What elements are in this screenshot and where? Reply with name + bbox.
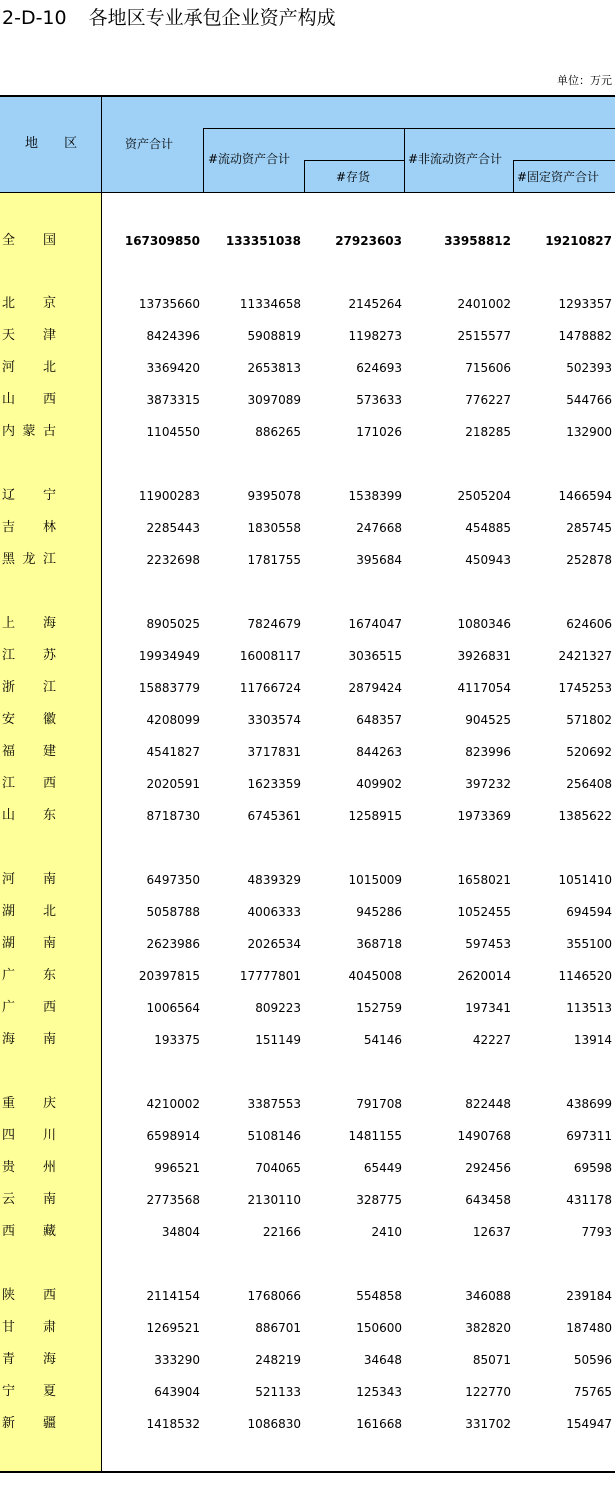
region-label: 四 川	[2, 1128, 56, 1143]
cell-current-assets: 2130110	[247, 1193, 301, 1207]
cell-noncurrent-assets: 1490768	[457, 1129, 511, 1143]
table-title: 各地区专业承包企业资产构成	[88, 7, 336, 29]
cell-current-assets: 3303574	[247, 713, 301, 727]
cell-noncurrent-assets: 904525	[465, 713, 511, 727]
divider	[513, 160, 514, 192]
region-label: 贵 州	[2, 1160, 56, 1175]
cell-total-assets: 167309850	[124, 234, 200, 248]
cell-inventory: 4045008	[348, 969, 402, 983]
cell-total-assets: 2623986	[146, 937, 200, 951]
cell-total-assets: 2773568	[146, 1193, 200, 1207]
header-region: 地 区	[25, 136, 78, 151]
cell-inventory: 945286	[356, 905, 402, 919]
cell-total-assets: 643904	[154, 1385, 200, 1399]
cell-noncurrent-assets: 822448	[465, 1097, 511, 1111]
cell-noncurrent-assets: 122770	[465, 1385, 511, 1399]
cell-noncurrent-assets: 597453	[465, 937, 511, 951]
cell-current-assets: 1623359	[247, 777, 301, 791]
cell-noncurrent-assets: 1080346	[457, 617, 511, 631]
cell-current-assets: 3387553	[247, 1097, 301, 1111]
divider	[203, 128, 204, 192]
cell-total-assets: 3873315	[146, 393, 200, 407]
cell-noncurrent-assets: 331702	[465, 1417, 511, 1431]
region-label: 吉 林	[2, 520, 56, 535]
region-label: 北 京	[2, 296, 56, 311]
region-label: 海 南	[2, 1032, 56, 1047]
cell-total-assets: 3369420	[146, 361, 200, 375]
cell-inventory: 554858	[356, 1289, 402, 1303]
cell-current-assets: 248219	[255, 1353, 301, 1367]
region-label: 辽 宁	[2, 488, 56, 503]
cell-inventory: 1538399	[348, 489, 402, 503]
region-label: 广 西	[2, 1000, 56, 1015]
header-inventory: #存货	[336, 170, 371, 184]
cell-noncurrent-assets: 12637	[472, 1225, 511, 1239]
cell-noncurrent-assets: 2620014	[457, 969, 511, 983]
region-label: 广 东	[2, 968, 56, 983]
cell-inventory: 247668	[356, 521, 402, 535]
region-label: 江 西	[2, 776, 56, 791]
cell-inventory: 1198273	[348, 329, 402, 343]
unit-label: 单位：万元	[557, 74, 612, 87]
cell-current-assets: 16008117	[239, 649, 301, 663]
cell-fixed-assets: 571802	[566, 713, 612, 727]
cell-total-assets: 193375	[154, 1033, 200, 1047]
cell-fixed-assets: 520692	[566, 745, 612, 759]
table-top-border	[0, 95, 615, 97]
cell-inventory: 1674047	[348, 617, 402, 631]
cell-fixed-assets: 1051410	[558, 873, 612, 887]
region-label: 全 国	[2, 233, 56, 248]
cell-fixed-assets: 69598	[573, 1161, 612, 1175]
cell-current-assets: 886701	[255, 1321, 301, 1335]
cell-current-assets: 11334658	[239, 297, 301, 311]
cell-current-assets: 151149	[255, 1033, 301, 1047]
cell-total-assets: 2285443	[146, 521, 200, 535]
cell-current-assets: 4006333	[247, 905, 301, 919]
cell-noncurrent-assets: 823996	[465, 745, 511, 759]
cell-current-assets: 1768066	[247, 1289, 301, 1303]
region-label: 宁 夏	[2, 1384, 56, 1399]
region-label: 上 海	[2, 616, 56, 631]
cell-current-assets: 521133	[255, 1385, 301, 1399]
cell-noncurrent-assets: 33958812	[444, 234, 511, 248]
divider	[101, 97, 102, 1472]
cell-noncurrent-assets: 2401002	[457, 297, 511, 311]
cell-noncurrent-assets: 382820	[465, 1321, 511, 1335]
cell-fixed-assets: 132900	[566, 425, 612, 439]
cell-fixed-assets: 75765	[573, 1385, 612, 1399]
cell-current-assets: 886265	[255, 425, 301, 439]
cell-fixed-assets: 1478882	[558, 329, 612, 343]
region-label: 河 南	[2, 872, 56, 887]
cell-total-assets: 996521	[154, 1161, 200, 1175]
header-bottom-border	[0, 192, 615, 193]
cell-fixed-assets: 7793	[581, 1225, 612, 1239]
divider	[304, 160, 404, 161]
cell-current-assets: 5908819	[247, 329, 301, 343]
cell-total-assets: 2020591	[146, 777, 200, 791]
cell-fixed-assets: 2421327	[558, 649, 612, 663]
region-label: 湖 北	[2, 904, 56, 919]
cell-inventory: 368718	[356, 937, 402, 951]
cell-fixed-assets: 502393	[566, 361, 612, 375]
cell-inventory: 3036515	[348, 649, 402, 663]
cell-inventory: 791708	[356, 1097, 402, 1111]
cell-current-assets: 133351038	[225, 234, 301, 248]
cell-noncurrent-assets: 42227	[472, 1033, 511, 1047]
region-label: 西 藏	[2, 1224, 56, 1239]
cell-noncurrent-assets: 450943	[465, 553, 511, 567]
cell-total-assets: 6497350	[146, 873, 200, 887]
cell-inventory: 1015009	[348, 873, 402, 887]
cell-inventory: 125343	[356, 1385, 402, 1399]
cell-inventory: 152759	[356, 1001, 402, 1015]
region-column	[0, 193, 101, 1471]
region-label: 重 庆	[2, 1096, 56, 1111]
cell-inventory: 573633	[356, 393, 402, 407]
cell-total-assets: 8424396	[146, 329, 200, 343]
cell-fixed-assets: 1466594	[558, 489, 612, 503]
header-total-assets: 资产合计	[125, 137, 174, 151]
cell-fixed-assets: 1745253	[558, 681, 612, 695]
cell-noncurrent-assets: 85071	[472, 1353, 511, 1367]
cell-total-assets: 4210002	[146, 1097, 200, 1111]
cell-fixed-assets: 19210827	[545, 234, 612, 248]
cell-fixed-assets: 252878	[566, 553, 612, 567]
header-fixed-assets: #固定资产合计	[517, 170, 600, 184]
cell-fixed-assets: 13914	[573, 1033, 612, 1047]
cell-total-assets: 8905025	[146, 617, 200, 631]
table-code: 2-D-10	[2, 7, 67, 29]
table-bottom-border	[0, 1471, 615, 1473]
divider	[513, 160, 615, 161]
cell-inventory: 54146	[363, 1033, 402, 1047]
cell-fixed-assets: 355100	[566, 937, 612, 951]
cell-total-assets: 15883779	[138, 681, 200, 695]
cell-inventory: 150600	[356, 1321, 402, 1335]
divider	[404, 128, 405, 192]
cell-current-assets: 2026534	[247, 937, 301, 951]
cell-inventory: 2145264	[348, 297, 402, 311]
cell-noncurrent-assets: 1658021	[457, 873, 511, 887]
cell-fixed-assets: 1293357	[558, 297, 612, 311]
region-label: 江 苏	[2, 648, 56, 663]
region-label: 山 西	[2, 392, 56, 407]
cell-inventory: 161668	[356, 1417, 402, 1431]
cell-current-assets: 809223	[255, 1001, 301, 1015]
cell-current-assets: 9395078	[247, 489, 301, 503]
page-title	[2, 4, 336, 32]
divider	[304, 160, 305, 192]
cell-total-assets: 20397815	[138, 969, 200, 983]
cell-noncurrent-assets: 715606	[465, 361, 511, 375]
cell-fixed-assets: 187480	[566, 1321, 612, 1335]
region-label: 内 蒙 古	[2, 424, 56, 439]
cell-fixed-assets: 1146520	[558, 969, 612, 983]
cell-total-assets: 4541827	[146, 745, 200, 759]
cell-total-assets: 333290	[154, 1353, 200, 1367]
cell-total-assets: 1104550	[146, 425, 200, 439]
cell-current-assets: 17777801	[239, 969, 301, 983]
cell-noncurrent-assets: 218285	[465, 425, 511, 439]
region-label: 新 疆	[2, 1416, 56, 1431]
cell-current-assets: 704065	[255, 1161, 301, 1175]
region-label: 甘 肃	[2, 1320, 56, 1335]
cell-fixed-assets: 624606	[566, 617, 612, 631]
cell-fixed-assets: 285745	[566, 521, 612, 535]
cell-current-assets: 22166	[262, 1225, 301, 1239]
cell-total-assets: 1006564	[146, 1001, 200, 1015]
region-label: 湖 南	[2, 936, 56, 951]
region-label: 云 南	[2, 1192, 56, 1207]
cell-total-assets: 5058788	[146, 905, 200, 919]
cell-noncurrent-assets: 2515577	[457, 329, 511, 343]
divider	[203, 128, 615, 129]
cell-fixed-assets: 1385622	[558, 809, 612, 823]
cell-fixed-assets: 694594	[566, 905, 612, 919]
cell-noncurrent-assets: 2505204	[457, 489, 511, 503]
cell-fixed-assets: 697311	[566, 1129, 612, 1143]
cell-current-assets: 1781755	[247, 553, 301, 567]
cell-inventory: 65449	[363, 1161, 402, 1175]
region-label: 山 东	[2, 808, 56, 823]
cell-inventory: 648357	[356, 713, 402, 727]
cell-total-assets: 8718730	[146, 809, 200, 823]
cell-fixed-assets: 239184	[566, 1289, 612, 1303]
cell-inventory: 624693	[356, 361, 402, 375]
cell-total-assets: 1269521	[146, 1321, 200, 1335]
cell-inventory: 171026	[356, 425, 402, 439]
region-label: 浙 江	[2, 680, 56, 695]
cell-fixed-assets: 113513	[566, 1001, 612, 1015]
cell-current-assets: 7824679	[247, 617, 301, 631]
cell-current-assets: 1830558	[247, 521, 301, 535]
cell-inventory: 395684	[356, 553, 402, 567]
cell-noncurrent-assets: 346088	[465, 1289, 511, 1303]
cell-total-assets: 34804	[161, 1225, 200, 1239]
cell-fixed-assets: 544766	[566, 393, 612, 407]
cell-inventory: 1258915	[348, 809, 402, 823]
cell-inventory: 844263	[356, 745, 402, 759]
cell-current-assets: 6745361	[247, 809, 301, 823]
region-label: 黑 龙 江	[2, 552, 56, 567]
cell-total-assets: 4208099	[146, 713, 200, 727]
cell-fixed-assets: 50596	[573, 1353, 612, 1367]
cell-noncurrent-assets: 397232	[465, 777, 511, 791]
cell-current-assets: 11766724	[239, 681, 301, 695]
cell-current-assets: 3717831	[247, 745, 301, 759]
cell-current-assets: 3097089	[247, 393, 301, 407]
cell-fixed-assets: 431178	[566, 1193, 612, 1207]
cell-fixed-assets: 256408	[566, 777, 612, 791]
region-label: 福 建	[2, 744, 56, 759]
cell-total-assets: 2114154	[146, 1289, 200, 1303]
cell-noncurrent-assets: 197341	[465, 1001, 511, 1015]
region-label: 河 北	[2, 360, 56, 375]
cell-noncurrent-assets: 292456	[465, 1161, 511, 1175]
region-label: 陕 西	[2, 1288, 56, 1303]
cell-noncurrent-assets: 776227	[465, 393, 511, 407]
cell-inventory: 34648	[363, 1353, 402, 1367]
cell-current-assets: 4839329	[247, 873, 301, 887]
cell-total-assets: 6598914	[146, 1129, 200, 1143]
cell-total-assets: 13735660	[138, 297, 200, 311]
cell-noncurrent-assets: 1973369	[457, 809, 511, 823]
header-current-assets: #流动资产合计	[208, 152, 291, 166]
cell-fixed-assets: 154947	[566, 1417, 612, 1431]
cell-noncurrent-assets: 4117054	[457, 681, 511, 695]
cell-inventory: 328775	[356, 1193, 402, 1207]
cell-total-assets: 2232698	[146, 553, 200, 567]
cell-current-assets: 5108146	[247, 1129, 301, 1143]
cell-total-assets: 1418532	[146, 1417, 200, 1431]
cell-current-assets: 2653813	[247, 361, 301, 375]
cell-noncurrent-assets: 454885	[465, 521, 511, 535]
region-label: 天 津	[2, 328, 56, 343]
cell-inventory: 409902	[356, 777, 402, 791]
cell-inventory: 2879424	[348, 681, 402, 695]
region-label: 青 海	[2, 1352, 56, 1367]
cell-noncurrent-assets: 643458	[465, 1193, 511, 1207]
cell-fixed-assets: 438699	[566, 1097, 612, 1111]
cell-current-assets: 1086830	[247, 1417, 301, 1431]
cell-total-assets: 11900283	[138, 489, 200, 503]
cell-noncurrent-assets: 1052455	[457, 905, 511, 919]
header-noncurrent-assets: #非流动资产合计	[408, 152, 503, 166]
cell-inventory: 1481155	[348, 1129, 402, 1143]
cell-total-assets: 19934949	[138, 649, 200, 663]
region-label: 安 徽	[2, 712, 56, 727]
cell-inventory: 27923603	[335, 234, 402, 248]
cell-noncurrent-assets: 3926831	[457, 649, 511, 663]
cell-inventory: 2410	[371, 1225, 402, 1239]
